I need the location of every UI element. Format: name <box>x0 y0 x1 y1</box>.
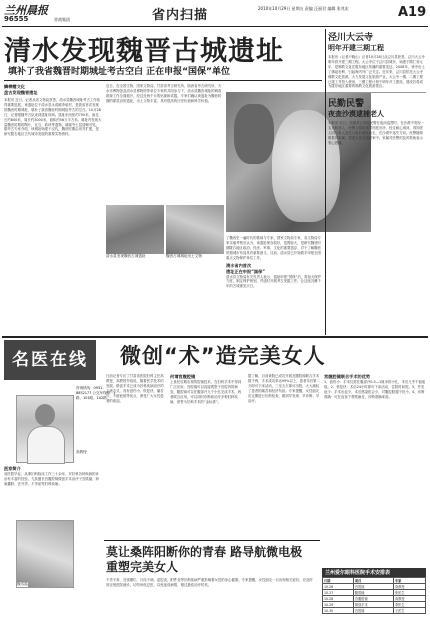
avatar <box>35 404 55 426</box>
section-label: 晋商集团 <box>54 17 70 22</box>
photo-caption: 魏雪霞 <box>17 582 28 586</box>
column-text: 本报讯 近日，记者从省文物局获悉，清水县魏晋城址考古工作取得重要进展，该遗址位于清水县永清镇李崖村，是我省首次发现的魏晋时期城址，填补了我省魏晋时期城址考古的空白。10月28日，记者跟随考古队来到遗址现场。遗址东西宽约700米，南北长约800米，周长约3000米，面积约56万平方米。城址内发现大量魏晋时期的陶片、瓦当、砖块等遗物，城墙夯土层清晰可见。据考古专家介绍，该城址始建于汉代，魏晋时期沿用并扩建，是研究陇右地区古代城市发展的重要实物资料。 <box>4 98 102 137</box>
section-banner: 名医在线 <box>4 340 96 380</box>
schedule-table <box>322 577 426 614</box>
serial-number: 96555 <box>4 15 29 23</box>
photo-excavation <box>106 205 164 259</box>
column-text: 了魏晋史一遍时代的基础与专家，国家文物局专家、省文物局专家实地考察后认为，该遗址保存较好，范围较大，是研究魏晋时期陇右地区政治、经济、军事、文化的重要遗存，对于了解魏晋时期城市布局具有重要意义。目前，清水县已开始着手申报全国重点文物保护单位工作。 <box>226 236 321 260</box>
table-cell: 腹腔镜 <box>353 590 393 596</box>
brief-subtitle: 明年开建三期工程 <box>328 44 384 52</box>
column-kicker: 清水省内首次 <box>226 262 252 268</box>
column-text: 据了解，目前该院已成功开展宫腹腔镜联合手术数千例，手术成功率达99%以上，患者术后第二天即可下床活动，三至五天即可出院，大大减轻了患者的痛苦和经济负担。专家提醒，女性朋友应定期进行妇科检查，做到早发现、早诊断、早治疗。 <box>248 374 320 403</box>
table-cell: 王医生 <box>394 608 426 614</box>
headline: 清水发现魏晋古城遗址 <box>4 36 284 67</box>
table-cell: 10.29 <box>323 602 354 608</box>
table-cell: 宫腔镜 <box>353 584 393 590</box>
table-cell: 10.26 <box>323 584 354 590</box>
table-cell: 日期 <box>323 578 354 584</box>
feature-headline: 微创“术”造完美女人 <box>120 344 326 368</box>
coat-shape <box>27 426 65 464</box>
doctor-photo <box>16 395 74 463</box>
hand-shape <box>234 104 274 164</box>
brief-text: 本报讯 近日，民勤县公安局民警在夜间巡逻时，在沙漠中发现一名迷路老人，民警立即将其带回派出所，经过耐心询问，得知老人因与家人发生口角后离家出走，在沙漠中迷失方向。民警随即联系其家属，将老人安全送回家中。家属对民警的及时救助表示衷心感谢。 <box>328 121 425 145</box>
section-divider <box>2 336 428 338</box>
table-cell: 张医生 <box>394 590 426 596</box>
column-text: 日前记者专访了甘肃省医院妇科主任高教授，高教授介绍说，随着医学技术的发展，微创手术已成为妇科疾病治疗的主流方式，具有创伤小、恢复快、痛苦少、不留疤痕等优点，深受广大女性患者的欢迎。 <box>106 374 164 403</box>
lead-column-3 <box>226 236 322 289</box>
column-kicker: 鳞棒鳍文化 <box>4 84 25 89</box>
column-divider <box>325 29 326 335</box>
table-cell: 高教授 <box>394 596 426 602</box>
table-cell: 微创手术 <box>353 602 393 608</box>
divider <box>328 92 426 93</box>
page-number: A19 <box>398 5 427 20</box>
table-cell: 宫腹腔镜 <box>353 596 393 602</box>
table-cell: 专家 <box>394 578 426 584</box>
subheadline: 填补了我省魏晋时期城址考古空白 正在申报“国保”单位 <box>8 67 230 77</box>
intro-box <box>4 466 102 487</box>
table-title: 兰州爱尔眼科医院手术安排表 <box>322 568 426 577</box>
health-column-1 <box>106 374 166 403</box>
contact-info: 咨询热线：0931-8852177 公交车线路：1路、101路、102路 <box>76 386 116 401</box>
divider <box>104 540 320 541</box>
brief-subtitle: 夜查沙漠逮捕老人 <box>328 110 384 119</box>
table-cell: 高教授 <box>394 584 426 590</box>
column-text: 上世纪后期出现的腔镜技术，在妇科手术中得到广泛应用。宫腔镜可以直接观察子宫腔内的病变，腹腔镜可以在腹部开几个小孔完成手术，两者联合应用，可以同时诊断和治疗多种妇科疾病，被誉为妇科手术的“金标准”。 <box>170 380 242 404</box>
column-text: 近日，在全国文物、国家文物局、甘肃省考古研究所、陕西省考古研究所、天水市博物馆及清水县博物馆等单位专家的共同参与下，清水县魏晋城址的调查勘探工作全面展开。经过近两个月的钻探和试掘，专家们确认该遗址为魏晋时期的郡县治所遗址，出土文物丰富，具有很高的历史价值和科学价值。 <box>106 84 222 103</box>
paper-name: 兰州晨报 <box>4 4 48 17</box>
column-kicker-2: 遗址正在申报“国保” <box>226 268 266 274</box>
photo-site <box>166 205 224 259</box>
lead-column-2 <box>106 84 222 104</box>
masthead <box>2 2 428 27</box>
table-row <box>323 608 426 614</box>
table-cell: 10.30 <box>323 608 354 614</box>
table-cell: 10.27 <box>323 590 354 596</box>
photo-caption: 清水县发现魏晋古城遗址 <box>106 254 164 259</box>
health-column-3 <box>248 374 320 403</box>
brief-title: 泾川大云寺 <box>328 33 374 43</box>
doctor-caption: 高教授 <box>76 450 87 454</box>
column-subhead: 宫腹腔镜联合手术的优势 <box>324 374 371 379</box>
intro-title: 医家简介 <box>4 466 21 471</box>
column-subhead: 何谓宫腹腔镜 <box>170 374 196 379</box>
column-text: 1、创伤小：手术仅需在腹部开0.5—1厘米的小孔，术后几乎不留疤痕。2、恢复快：术后24小时即可下床活动，住院时间短。3、并发症少：手术出血少，术后感染机会少，对腹腔脏器干扰小。4、诊断准确：可在直视下观察病变，诊断准确率高。 <box>324 380 426 399</box>
portrait-photo <box>16 520 74 588</box>
column-text-2: 清水县文物局有关负责人表示，遗址申报“国保”后，将加大保护力度，制定保护规划，并适时开展考古发掘工作，让这座沉睡千年的古城重见天日。 <box>226 274 322 289</box>
publication-info: 2010年10月29日 星期五 责编 汪丽君 编辑 张兆宏 <box>258 6 349 11</box>
table-cell: 宫腔镜 <box>353 608 393 614</box>
ad-text: 不孕不育、宫颈糜烂、月经不调、盆腔炎、附件炎等妇科疾病严重影响着女性的身心健康。专家提醒，女性朋友一旦出现相关症状，应及时到正规医院就诊，切勿讳疾忌医，以免延误病情，错过最佳治疗时机。 <box>106 578 313 587</box>
photo-caption: 魏晋古城城址出土文物 <box>166 254 224 259</box>
ad-headline: 莫让桑阵阳断你的青春 路导航微电极重塑完美女人 <box>106 545 303 574</box>
brief-title: 民勤民警 <box>328 99 365 110</box>
table-cell: 李医生 <box>394 602 426 608</box>
section-title: 省内扫描 <box>152 8 209 23</box>
right-column <box>328 30 426 146</box>
health-column-2 <box>170 374 244 405</box>
column-kicker-2: 盘古发现魏晋遗址 <box>4 90 38 95</box>
lead-column-1 <box>4 84 102 137</box>
brief-text: 本报讯（记者卢晓山）记者10月28日从泾川县获悉，泾川大云寺明年将开建三期工程。大云寺位于泾川县城东，始建于隋仁寿元年，是佛教文化在陇东地区传播的重要见证。2008年，该寺出土了佛祖舍利，引起海内外广泛关注。近年来，泾川县依托大云寺佛教文化资源，大力发展文化旅游产业，大云寺一期、二期工程已竣工并投入使用，三期工程计划于明年开工建设，建成后将成为陇东地区重要的佛教文化旅游景区。 <box>328 55 425 89</box>
ad-body <box>106 578 316 588</box>
divider <box>4 80 322 81</box>
table-cell: 10.28 <box>323 596 354 602</box>
table-cell: 项目 <box>353 578 393 584</box>
health-column-4 <box>324 374 426 400</box>
intro-text: 省医院毕业，从事妇科临床工作三十余年，对妇科各种疾病的诊治有丰富的经验，尤其擅长宫腹腔镜微创手术治疗子宫肌瘤、卵巢囊肿、宫外孕、不孕症等妇科疾病。 <box>4 472 99 486</box>
schedule-table-box <box>322 568 426 577</box>
